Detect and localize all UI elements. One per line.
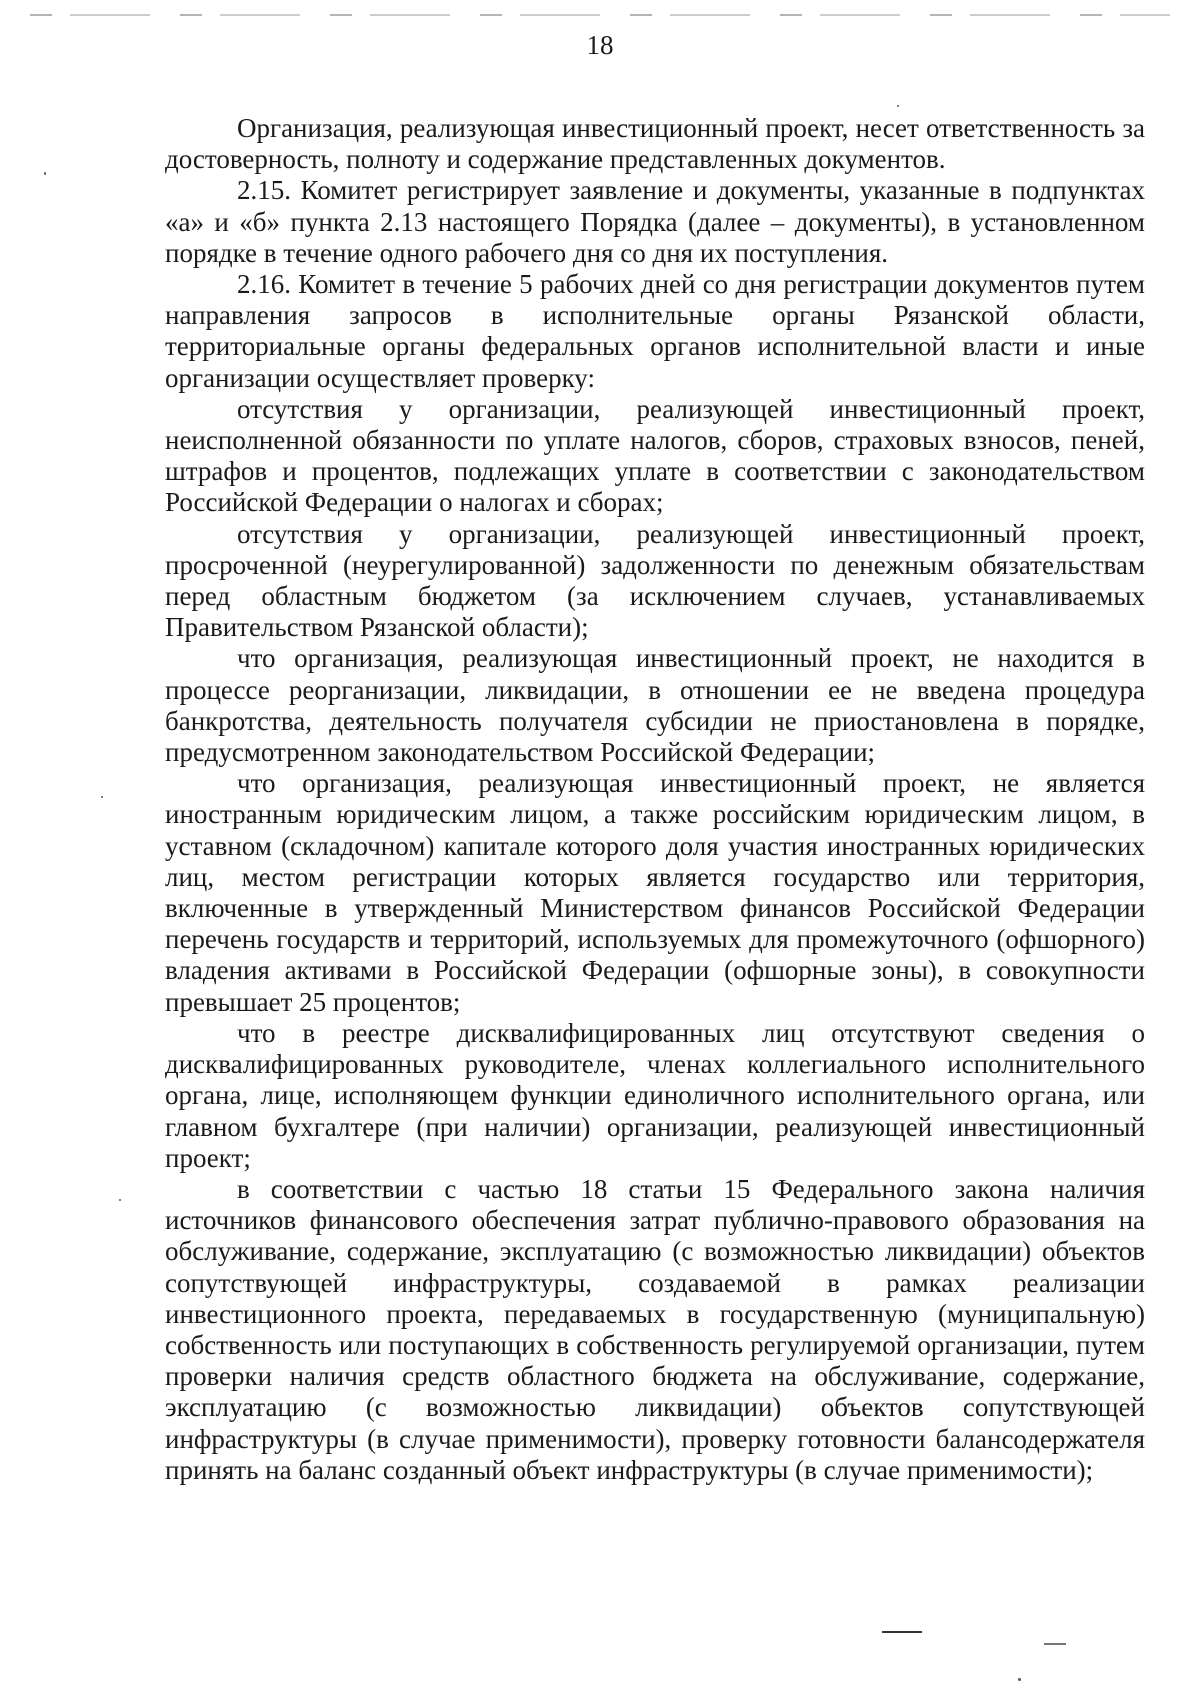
scan-dash-mark: [882, 1631, 922, 1633]
scan-dash-mark: [1044, 1643, 1066, 1645]
paragraph-tax-debt: отсутствия у организации, реализующей инвестиционный проект, неисполненной обязанности по уплате налогов, сборов, страховых взносов, пеней, штрафов и процентов, подлежащих уплате в соответствии с законодательством Российской Федерации о налогах и сборах;: [165, 393, 1145, 518]
scan-artifact-top: [30, 14, 1170, 16]
paragraph-reorganization: что организация, реализующая инвестиционный проект, не находится в процессе реорганизации, ликвидации, в отношении ее не введена процедура банкротства, деятельность получателя субсидии не приостановлена в порядке, предусмотренном законодательством Российской Федерации;: [165, 643, 1145, 768]
scan-speck: [1018, 1678, 1021, 1681]
paragraph-2-15: 2.15. Комитет регистрирует заявление и документы, указанные в подпунктах «а» и «б» пункта 2.13 настоящего Порядка (далее – документы), в установленном порядке в течение одного рабочего дня со дня их поступления.: [165, 175, 1145, 268]
document-body: [165, 113, 1145, 1486]
paragraph-responsibility: Организация, реализующая инвестиционный проект, несет ответственность за достоверность, полноту и содержание представленных документов.: [165, 113, 1145, 175]
paragraph-financing-sources: в соответствии с частью 18 статьи 15 Федерального закона наличия источников финансового обеспечения затрат публично-правового образования на обслуживание, содержание, эксплуатацию (с возможностью ликвидации) объектов сопутствующей инфраструктуры, создаваемой в рамках реализации инвестиционного проекта, передаваемых в государственную (муниципальную) собственность или поступающих в собственность регулируемой организации, путем проверки наличия средств областного бюджета на обслуживание, содержание, эксплуатацию (с возможностью ликвидации) объектов сопутствующей инфраструктуры (в случае применимости), проверку готовности балансодержателя принять на баланс созданный объект инфраструктуры (в случае применимости);: [165, 1173, 1145, 1485]
scan-speck: [44, 172, 46, 175]
scan-speck: [119, 1199, 121, 1201]
paragraph-foreign-entity: что организация, реализующая инвестиционный проект, не является иностранным юридическим лицом, а также российским юридическим лицом, в уставном (складочном) капитале которого доля участия иностранных юридических лиц, местом регистрации которых является государство или территория, включенные в утвержденный Министерством финансов Российской Федерации перечень государств и территорий, используемых для промежуточного (офшорного) владения активами в Российской Федерации (офшорные зоны), в совокупности превышает 25 процентов;: [165, 768, 1145, 1017]
paragraph-2-16: 2.16. Комитет в течение 5 рабочих дней со дня регистрации документов путем направления запросов в исполнительные органы Рязанской области, территориальные органы федеральных органов исполнительной власти и иные организации осуществляет проверку:: [165, 269, 1145, 393]
paragraph-disqualified-persons: что в реестре дисквалифицированных лиц отсутствуют сведения о дисквалифицированных руководителе, членах коллегиального исполнительного органа, лице, исполняющем функции единоличного исполнительного органа, или главном бухгалтере (при наличии) организации, реализующей инвестиционный проект;: [165, 1017, 1145, 1173]
scan-speck: [897, 105, 899, 107]
scan-speck: [101, 796, 103, 798]
page-number: 18: [586, 30, 614, 60]
paragraph-overdue-debt: отсутствия у организации, реализующей инвестиционный проект, просроченной (неурегулированной) задолженности по денежным обязательствам перед областным бюджетом (за исключением случаев, устанавливаемых Правительством Рязанской области);: [165, 518, 1145, 643]
